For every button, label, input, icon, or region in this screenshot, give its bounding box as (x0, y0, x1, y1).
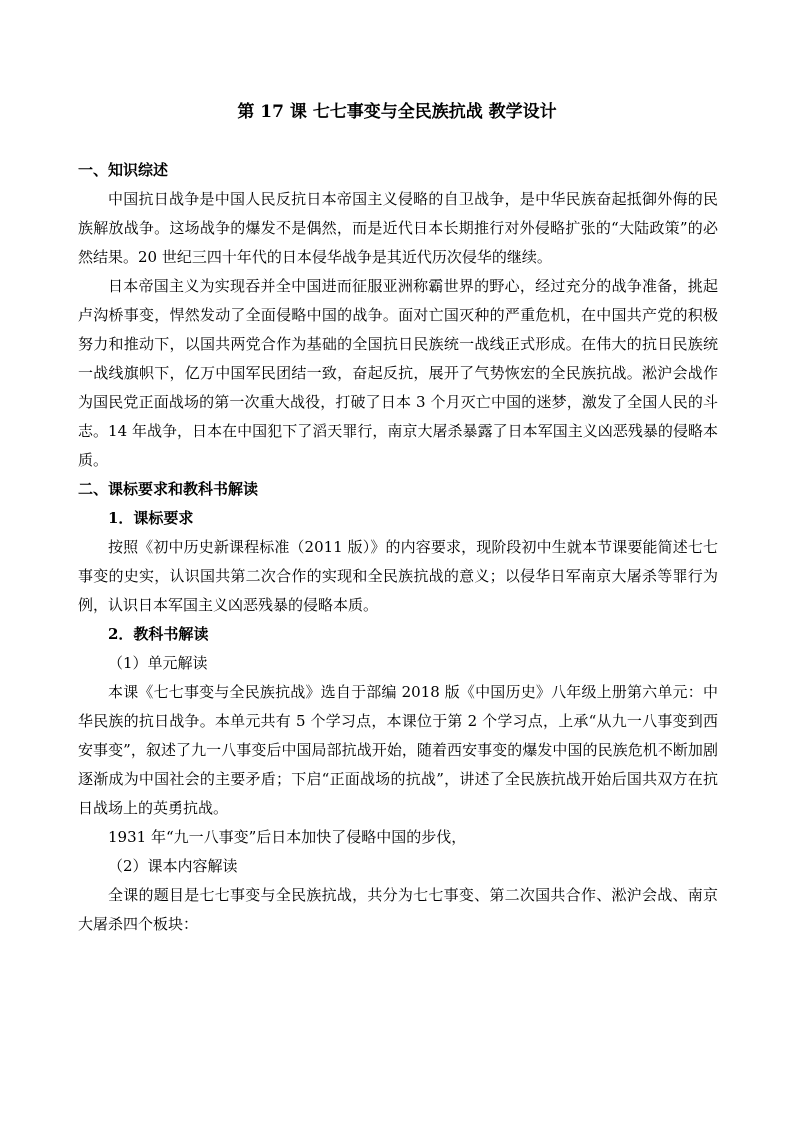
paragraph-unit-interpretation-2: 1931 年“九一八事变”后日本加快了侵略中国的步伐， (108, 828, 467, 846)
section-heading-curriculum-textbook: 二、课标要求和教科书解读 (78, 480, 259, 498)
subheading-content-interpretation: （2）课本内容解读 (108, 857, 238, 875)
section-heading-knowledge-overview: 一、知识综述 (78, 161, 169, 179)
subheading-curriculum-requirements: 1．课标要求 (108, 509, 194, 527)
document-body (78, 156, 718, 939)
paragraph-content-interpretation: 全课的题目是七七事变与全民族抗战，共分为七七事变、第二次国共合作、淞沪会战、南京大屠杀四个板块： (78, 886, 718, 933)
paragraph-unit-interpretation: 本课《七七事变与全民族抗战》选自于部编 2018 版《中国历史》八年级上册第六单元：中华民族的抗日战争。本单元共有 5 个学习点，本课位于第 2 个学习点，上承“从九一八事变到西安事变”，叙述了九一八事变后中国局部抗战开始，随着西安事变的爆发中国的民族危机不断加剧逐渐成为中国社会的主要矛盾；下启“正面战场的抗战”，讲述了全民族抗战开始后国共双方在抗日战场上的英勇抗战。 (78, 683, 718, 817)
paragraph-overview-1: 中国抗日战争是中国人民反抗日本帝国主义侵略的自卫战争，是中华民族奋起抵御外侮的民族解放战争。这场战争的爆发不是偶然，而是近代日本长期推行对外侵略扩张的“大陆政策”的必然结果。20 世纪三四十年代的日本侵华战争是其近代历次侵华的继续。 (78, 190, 718, 266)
page-title: 第 17 课 七七事变与全民族抗战 教学设计 (237, 102, 557, 122)
subheading-textbook-interpretation: 2．教科书解读 (108, 625, 209, 643)
subheading-unit-interpretation: （1）单元解读 (108, 654, 208, 672)
paragraph-curriculum-requirements: 按照《初中历史新课程标准（2011 版）》的内容要求，现阶段初中生就本节课要能简述七七事变的史实，认识国共第二次合作的实现和全民族抗战的意义；以侵华日军南京大屠杀等罪行为例，认识日本军国主义凶恶残暴的侵略本质。 (78, 538, 718, 614)
paragraph-overview-2: 日本帝国主义为实现吞并全中国进而征服亚洲称霸世界的野心，经过充分的战争准备，挑起卢沟桥事变，悍然发动了全面侵略中国的战争。面对亡国灭种的严重危机，在中国共产党的积极努力和推动下，以国共两党合作为基础的全国抗日民族统一战线正式形成。在伟大的抗日民族统一战线旗帜下，亿万中国军民团结一致，奋起反抗，展开了气势恢宏的全民族抗战。淞沪会战作为国民党正面战场的第一次重大战役，打破了日本 3 个月灭亡中国的迷梦，激发了全国人民的斗志。14 年战争，日本在中国犯下了滔天罪行，南京大屠杀暴露了日本军国主义凶恶残暴的侵略本质。 (78, 277, 718, 469)
